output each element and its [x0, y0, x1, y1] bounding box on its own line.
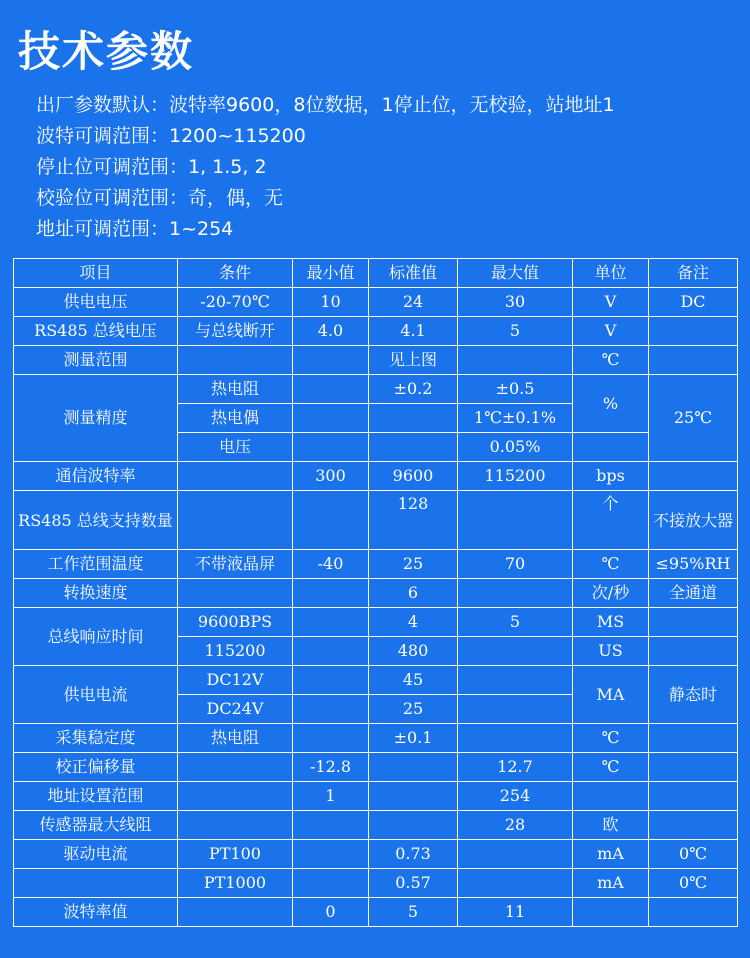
page-title: 技术参数	[18, 27, 195, 76]
table-cell	[649, 346, 738, 375]
table-cell: 与总线断开	[178, 317, 293, 346]
table-cell: 热电偶	[178, 404, 293, 433]
table-cell	[573, 782, 649, 811]
table-row	[14, 811, 738, 840]
table-row	[14, 898, 738, 927]
spec-table	[13, 258, 738, 927]
table-cell: 采集稳定度	[14, 724, 178, 753]
spec-line-default: 出厂参数默认：波特率9600，8位数据，1停止位，无校验，站地址1	[36, 94, 615, 116]
table-cell: 0.57	[369, 869, 458, 898]
table-row	[14, 288, 738, 317]
table-cell: 供电电流	[14, 666, 178, 724]
table-cell	[369, 433, 458, 462]
table-cell: 30	[458, 288, 573, 317]
table-cell: 0℃	[649, 869, 738, 898]
table-cell: 个	[573, 491, 649, 550]
table-cell: ℃	[573, 346, 649, 375]
table-cell	[293, 433, 369, 462]
header-cell: 标准值	[369, 259, 458, 288]
table-cell: 9600	[369, 462, 458, 491]
table-row	[14, 840, 738, 869]
table-cell: 工作范围温度	[14, 550, 178, 579]
spec-summary	[36, 90, 615, 245]
table-cell: US	[573, 637, 649, 666]
table-cell: 供电电压	[14, 288, 178, 317]
table-cell	[293, 666, 369, 695]
table-cell	[649, 724, 738, 753]
table-cell	[649, 462, 738, 491]
table-cell: V	[573, 317, 649, 346]
table-cell	[649, 608, 738, 637]
spec-line-parity-range: 校验位可调范围：奇，偶，无	[36, 187, 284, 209]
table-cell	[369, 404, 458, 433]
table-cell: 全通道	[649, 579, 738, 608]
table-cell: 0℃	[649, 840, 738, 869]
table-cell: %	[573, 375, 649, 433]
table-cell	[293, 404, 369, 433]
header-cell: 项目	[14, 259, 178, 288]
table-cell: 校正偏移量	[14, 753, 178, 782]
table-cell	[458, 724, 573, 753]
table-cell: 驱动电流	[14, 840, 178, 869]
table-cell	[649, 317, 738, 346]
table-cell: 1	[293, 782, 369, 811]
table-cell: 1℃±0.1%	[458, 404, 573, 433]
table-cell: ±0.2	[369, 375, 458, 404]
table-cell	[178, 898, 293, 927]
table-cell: 不带液晶屏	[178, 550, 293, 579]
table-cell	[293, 869, 369, 898]
table-cell: ℃	[573, 550, 649, 579]
table-cell	[178, 491, 293, 550]
table-row	[14, 462, 738, 491]
table-cell	[14, 869, 178, 898]
table-cell: ≤95%RH	[649, 550, 738, 579]
table-cell	[293, 491, 369, 550]
table-row	[14, 550, 738, 579]
table-row	[14, 782, 738, 811]
table-cell: -20-70℃	[178, 288, 293, 317]
table-row	[14, 375, 738, 404]
table-cell	[649, 898, 738, 927]
table-cell: V	[573, 288, 649, 317]
table-cell: 波特率值	[14, 898, 178, 927]
table-cell: 总线响应时间	[14, 608, 178, 666]
table-cell: 不接放大器	[649, 491, 738, 550]
table-cell	[649, 811, 738, 840]
header-cell: 最小值	[293, 259, 369, 288]
table-cell: 4	[369, 608, 458, 637]
table-cell: DC24V	[178, 695, 293, 724]
table-cell	[293, 637, 369, 666]
spec-line-stopbit-range: 停止位可调范围：1, 1.5, 2	[36, 156, 267, 178]
table-cell	[458, 695, 573, 724]
table-cell: 次/秒	[573, 579, 649, 608]
table-cell: 热电阻	[178, 724, 293, 753]
table-cell: 0.05%	[458, 433, 573, 462]
table-cell	[293, 695, 369, 724]
table-cell	[573, 433, 649, 462]
table-cell: 28	[458, 811, 573, 840]
table-cell	[649, 637, 738, 666]
table-cell: bps	[573, 462, 649, 491]
table-cell: 4.0	[293, 317, 369, 346]
table-cell	[369, 811, 458, 840]
table-cell: PT100	[178, 840, 293, 869]
table-cell: 通信波特率	[14, 462, 178, 491]
table-cell: 300	[293, 462, 369, 491]
table-cell	[178, 462, 293, 491]
table-cell: 115200	[178, 637, 293, 666]
table-cell	[178, 782, 293, 811]
table-cell: MS	[573, 608, 649, 637]
table-cell	[369, 753, 458, 782]
table-cell: 12.7	[458, 753, 573, 782]
table-cell: 4.1	[369, 317, 458, 346]
table-cell	[293, 346, 369, 375]
table-cell: 45	[369, 666, 458, 695]
table-cell	[458, 840, 573, 869]
header-cell: 条件	[178, 259, 293, 288]
table-cell: 480	[369, 637, 458, 666]
table-cell: ±0.1	[369, 724, 458, 753]
table-row	[14, 666, 738, 695]
table-row	[14, 346, 738, 375]
table-cell: 70	[458, 550, 573, 579]
table-cell: 10	[293, 288, 369, 317]
table-cell: 地址设置范围	[14, 782, 178, 811]
table-cell: 0	[293, 898, 369, 927]
table-cell: mA	[573, 840, 649, 869]
spec-line-address-range: 地址可调范围：1~254	[36, 218, 234, 240]
table-cell	[458, 579, 573, 608]
table-cell: DC	[649, 288, 738, 317]
table-cell: PT1000	[178, 869, 293, 898]
table-cell	[293, 579, 369, 608]
table-cell	[458, 491, 573, 550]
table-cell	[293, 608, 369, 637]
table-cell: 254	[458, 782, 573, 811]
table-cell: 25	[369, 695, 458, 724]
table-cell: 9600BPS	[178, 608, 293, 637]
table-row	[14, 869, 738, 898]
table-row	[14, 753, 738, 782]
spec-line-baud-range: 波特可调范围：1200~115200	[36, 125, 306, 147]
table-cell: DC12V	[178, 666, 293, 695]
table-cell: 欧	[573, 811, 649, 840]
table-cell: 25℃	[649, 375, 738, 462]
table-row	[14, 724, 738, 753]
table-cell	[293, 724, 369, 753]
table-cell	[178, 579, 293, 608]
table-cell: 11	[458, 898, 573, 927]
table-cell: 5	[458, 608, 573, 637]
table-cell: 128	[369, 491, 458, 550]
table-cell	[458, 666, 573, 695]
table-cell: 6	[369, 579, 458, 608]
table-cell	[178, 753, 293, 782]
table-cell: 5	[369, 898, 458, 927]
table-cell	[458, 346, 573, 375]
table-row	[14, 317, 738, 346]
table-cell	[573, 898, 649, 927]
header-cell: 单位	[573, 259, 649, 288]
table-cell	[369, 782, 458, 811]
table-cell	[178, 346, 293, 375]
header-cell: 备注	[649, 259, 738, 288]
table-row	[14, 579, 738, 608]
table-cell	[458, 637, 573, 666]
table-cell: mA	[573, 869, 649, 898]
table-header-row	[14, 259, 738, 288]
header-cell: 最大值	[458, 259, 573, 288]
table-cell: 热电阻	[178, 375, 293, 404]
table-cell: RS485 总线支持数量	[14, 491, 178, 550]
table-cell: -12.8	[293, 753, 369, 782]
table-row	[14, 491, 738, 550]
table-cell: 24	[369, 288, 458, 317]
table-cell: 测量精度	[14, 375, 178, 462]
table-cell	[293, 375, 369, 404]
table-cell: RS485 总线电压	[14, 317, 178, 346]
table-cell: ℃	[573, 724, 649, 753]
table-cell	[293, 840, 369, 869]
table-cell: ℃	[573, 753, 649, 782]
table-cell	[649, 782, 738, 811]
table-cell: -40	[293, 550, 369, 579]
table-cell: 静态时	[649, 666, 738, 724]
table-cell: ±0.5	[458, 375, 573, 404]
table-cell: 电压	[178, 433, 293, 462]
table-row	[14, 608, 738, 637]
table-cell: 5	[458, 317, 573, 346]
table-cell: 转换速度	[14, 579, 178, 608]
table-cell: 传感器最大线阻	[14, 811, 178, 840]
table-cell: 25	[369, 550, 458, 579]
table-cell: MA	[573, 666, 649, 724]
table-cell	[178, 811, 293, 840]
table-cell: 测量范围	[14, 346, 178, 375]
table-cell: 0.73	[369, 840, 458, 869]
table-cell: 见上图	[369, 346, 458, 375]
table-cell	[649, 753, 738, 782]
table-cell: 115200	[458, 462, 573, 491]
table-cell	[458, 869, 573, 898]
table-cell	[293, 811, 369, 840]
